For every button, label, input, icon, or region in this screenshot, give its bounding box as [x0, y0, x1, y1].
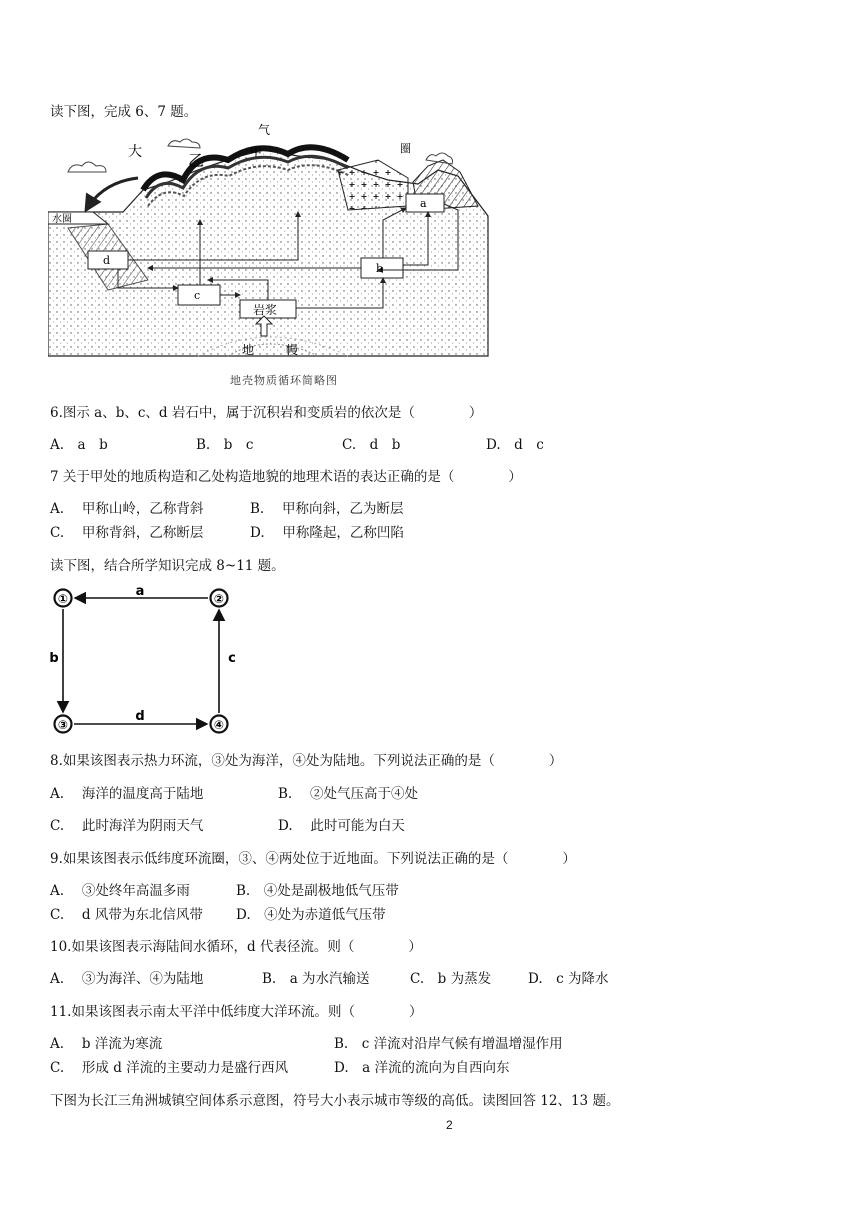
- q11-option-b: B. c 洋流对沿岸气候有增温增湿作用: [334, 1036, 563, 1052]
- q10-option-c: C. b 为蒸发: [410, 971, 492, 987]
- q7-option-c: C. 甲称背斜，乙称断层: [50, 525, 204, 541]
- q11-option-c: C. 形成 d 洋流的主要动力是盛行西风: [50, 1060, 289, 1076]
- label-jia: 甲: [250, 145, 263, 159]
- q7-option-a: A. 甲称山岭，乙称背斜: [50, 501, 204, 517]
- q7-option-d: D. 甲称隆起，乙称凹陷: [250, 525, 404, 541]
- q9-option-c: C. d 风带为东北信风带: [50, 907, 203, 923]
- label-da: 大: [128, 144, 142, 160]
- label-a: a: [135, 584, 145, 599]
- q10-stem: 10.如果该图表示海陆间水循环，d 代表径流。则（ ）: [50, 939, 422, 955]
- label-c: c: [228, 651, 236, 666]
- label-water: 水圈: [52, 214, 72, 225]
- q10-option-d: D. c 为降水: [528, 971, 609, 987]
- label-qi: 气: [258, 123, 271, 137]
- q8-option-b: B. ②处气压高于④处: [278, 786, 419, 802]
- q9-stem: 9.如果该图表示低纬度环流圈，③、④两处位于近地面。下列说法正确的是（ ）: [50, 851, 576, 867]
- rock-cycle-diagram: [48, 120, 498, 370]
- node-1: ①: [57, 592, 69, 606]
- q8-option-d: D. 此时可能为白天: [278, 818, 405, 834]
- label-b: b: [49, 651, 59, 666]
- q6-option-d: D. d c: [486, 437, 544, 453]
- q6-option-a: A. a b: [50, 437, 108, 453]
- q9-option-a: A. ③处终年高温多雨: [50, 883, 190, 899]
- node-2: ②: [213, 592, 225, 606]
- label-d: d: [135, 709, 145, 724]
- label-yi: 乙: [188, 151, 205, 170]
- label-di: 地: [242, 343, 255, 357]
- q10-option-b: B. a 为水汽输送: [262, 971, 370, 987]
- q9-option-d: D. ④处为赤道低气压带: [236, 907, 386, 923]
- box-d-label: d: [103, 254, 111, 267]
- intro-8-11: 读下图，结合所学知识完成 8~11 题。: [50, 558, 285, 574]
- node-4: ④: [213, 718, 225, 732]
- box-c-label: c: [194, 289, 201, 302]
- label-mantle: 幔: [286, 343, 299, 357]
- node-3: ③: [57, 718, 69, 732]
- q11-option-a: A. b 洋流为寒流: [50, 1036, 163, 1052]
- q6-stem: 6.图示 a、b、c、d 岩石中，属于沉积岩和变质岩的依次是（ ）: [50, 405, 483, 421]
- q11-option-d: D. a 洋流的流向为自西向东: [334, 1060, 510, 1076]
- box-magma-label: 岩浆: [253, 303, 278, 317]
- q10-option-a: A. ③为海洋、④为陆地: [50, 971, 204, 987]
- q8-stem: 8.如果该图表示热力环流，③处为海洋，④处为陆地。下列说法正确的是（ ）: [50, 753, 563, 769]
- box-a-label: a: [420, 197, 427, 210]
- q6-option-b: B. b c: [196, 437, 254, 453]
- q7-option-b: B. 甲称向斜，乙为断层: [250, 501, 404, 517]
- circulation-diagram: [48, 584, 248, 734]
- page-number: 2: [446, 1118, 453, 1132]
- q9-option-b: B. ④处是副极地低气压带: [236, 883, 399, 899]
- q8-option-a: A. 海洋的温度高于陆地: [50, 786, 204, 802]
- q6-option-c: C. d b: [342, 437, 401, 453]
- intro-6-7: 读下图，完成 6、7 题。: [50, 104, 198, 120]
- q7-stem: 7 关于甲处的地质构造和乙处构造地貌的地理术语的表达正确的是（ ）: [50, 469, 522, 485]
- q8-option-c: C. 此时海洋为阴雨天气: [50, 818, 204, 834]
- label-quan: 圈: [400, 142, 411, 155]
- box-b-label: b: [376, 262, 384, 275]
- q11-stem: 11.如果该图表示南太平洋中低纬度大洋环流。则（ ）: [50, 1004, 423, 1020]
- intro-12-13: 下图为长江三角洲城镇空间体系示意图，符号大小表示城市等级的高低。读图回答 12、13 题。: [50, 1093, 620, 1109]
- figure-caption: 地壳物质循环简略图: [230, 374, 338, 387]
